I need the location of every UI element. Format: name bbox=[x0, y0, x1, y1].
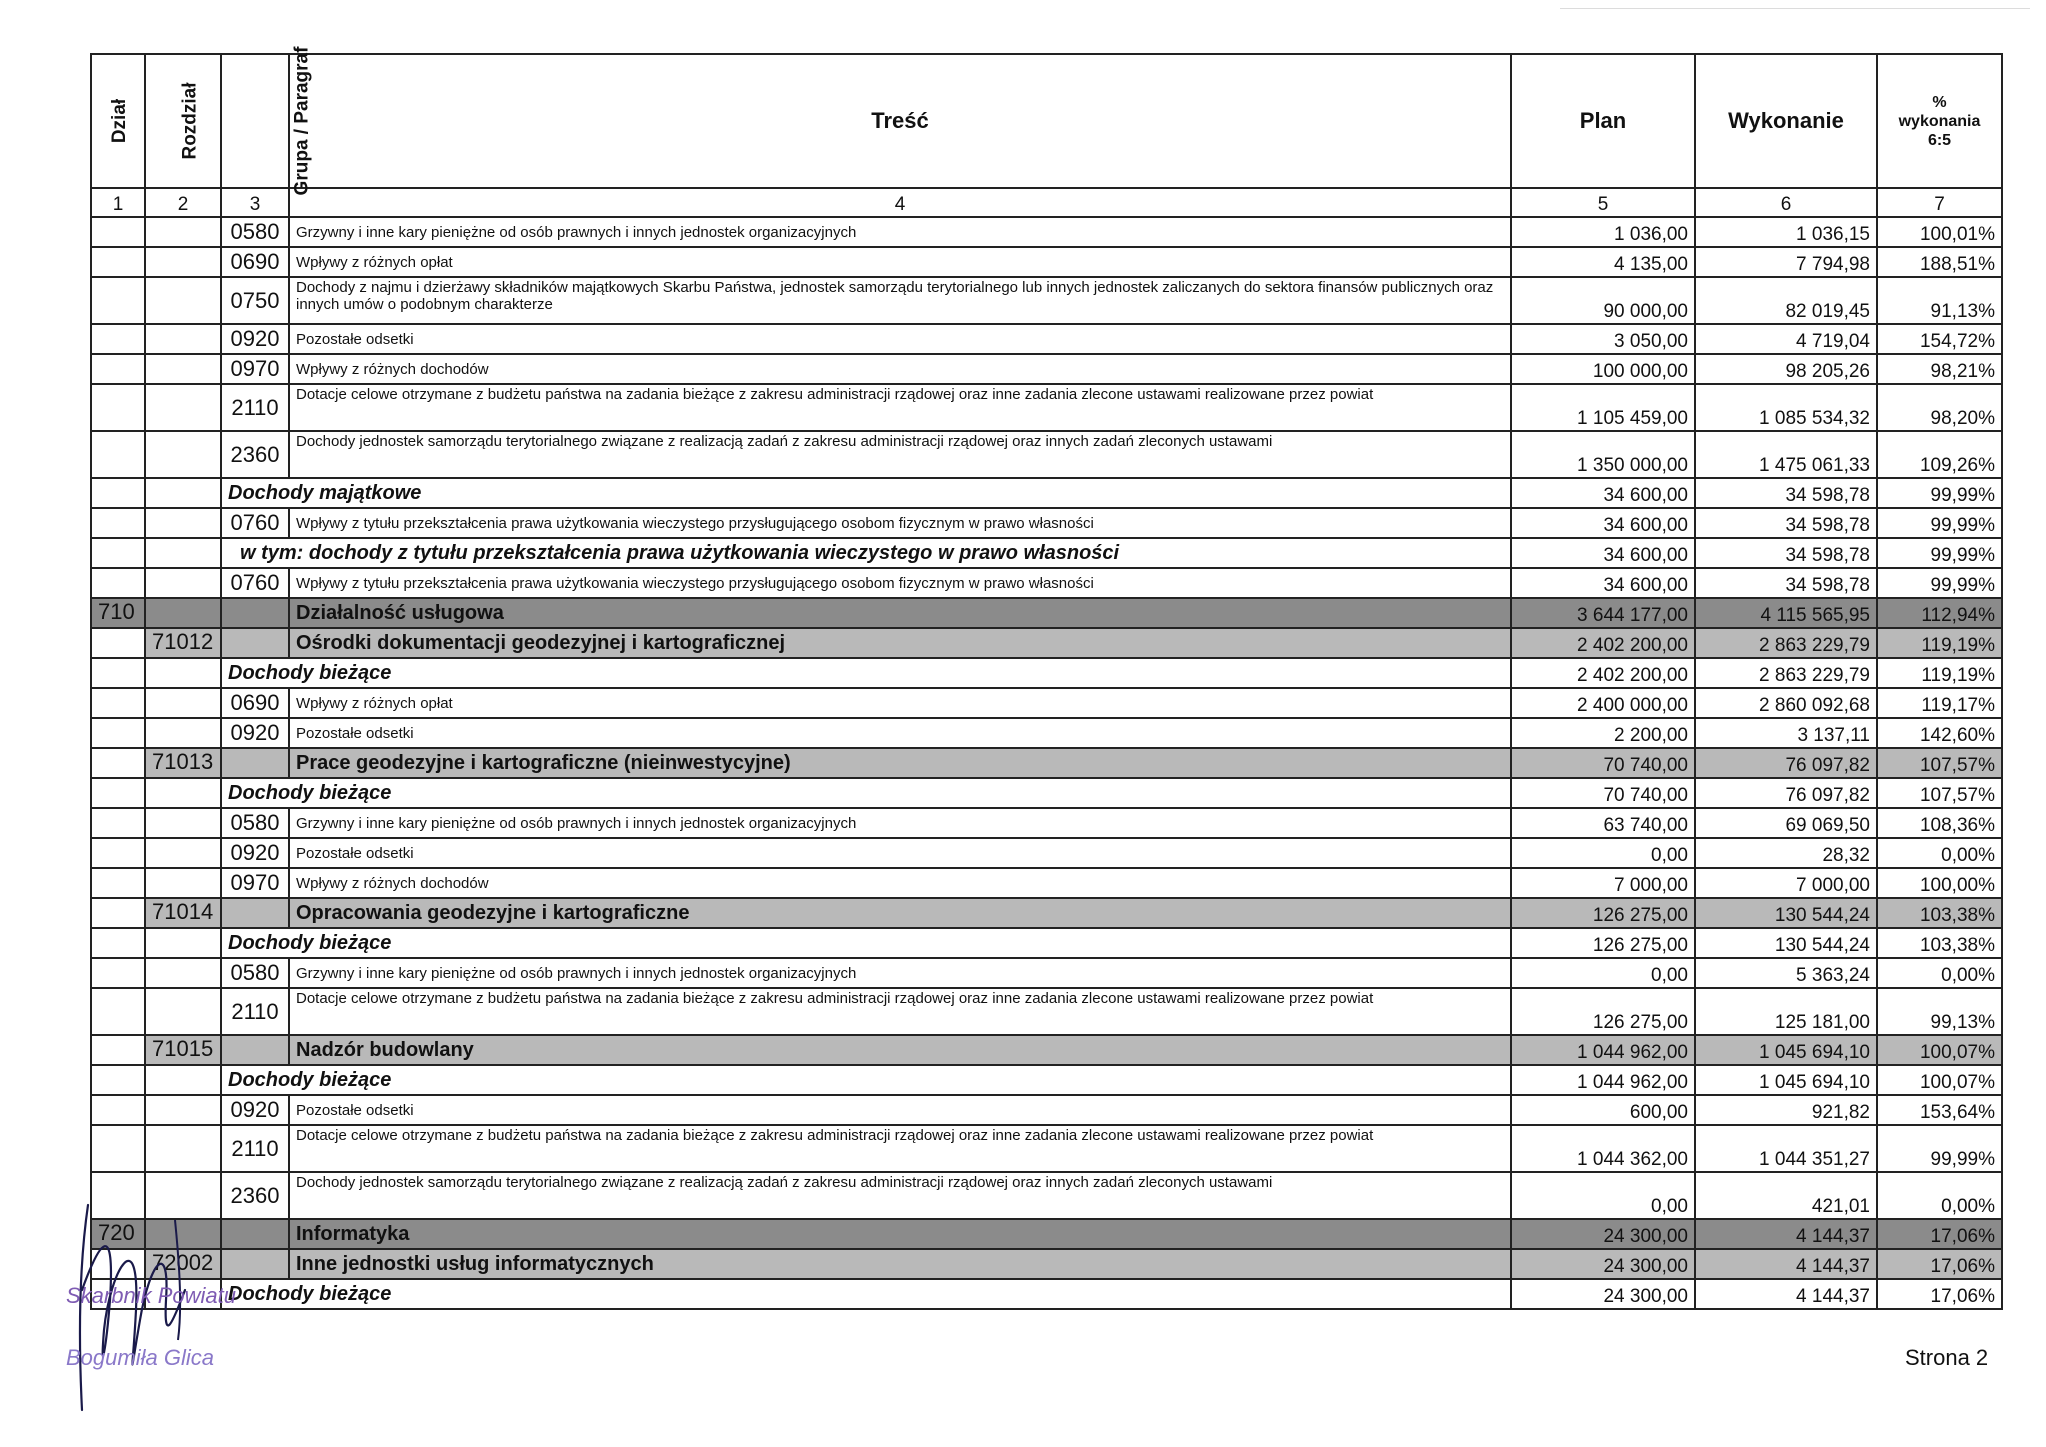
rozdzial-cell bbox=[145, 217, 221, 247]
rozdzial-row bbox=[91, 628, 2002, 658]
execution-percent: 107,57% bbox=[1877, 748, 2002, 778]
execution-percent: 99,13% bbox=[1877, 988, 2002, 1035]
paragraph-row bbox=[91, 868, 2002, 898]
table-body bbox=[91, 217, 2002, 1309]
rozdzial-cell bbox=[145, 868, 221, 898]
execution-percent: 119,17% bbox=[1877, 688, 2002, 718]
rozdzial-cell bbox=[145, 1065, 221, 1095]
paragraph-code: 0760 bbox=[221, 508, 289, 538]
execution-value: 7 000,00 bbox=[1695, 868, 1877, 898]
income-group-row bbox=[91, 1279, 2002, 1309]
dzial-cell bbox=[91, 838, 145, 868]
execution-percent: 119,19% bbox=[1877, 658, 2002, 688]
paragraph-code: 0760 bbox=[221, 568, 289, 598]
stamp-title: Skarbnik Powiatu bbox=[66, 1283, 236, 1308]
execution-percent: 99,99% bbox=[1877, 478, 2002, 508]
execution-percent: 99,99% bbox=[1877, 568, 2002, 598]
execution-percent: 17,06% bbox=[1877, 1279, 2002, 1309]
dzial-cell bbox=[91, 508, 145, 538]
dzial-cell bbox=[91, 688, 145, 718]
execution-value: 1 045 694,10 bbox=[1695, 1035, 1877, 1065]
execution-percent: 17,06% bbox=[1877, 1249, 2002, 1279]
execution-value: 1 475 061,33 bbox=[1695, 431, 1877, 478]
paragraph-code bbox=[221, 598, 289, 628]
execution-percent: 0,00% bbox=[1877, 1172, 2002, 1219]
group-label: Dochody majątkowe bbox=[221, 478, 1511, 508]
header-wykonanie: Wykonanie bbox=[1695, 54, 1877, 188]
row-description: Wpływy z różnych opłat bbox=[289, 688, 1511, 718]
execution-value: 130 544,24 bbox=[1695, 898, 1877, 928]
execution-value: 34 598,78 bbox=[1695, 568, 1877, 598]
paragraph-code: 0690 bbox=[221, 247, 289, 277]
rozdzial-cell bbox=[145, 478, 221, 508]
paragraph-row bbox=[91, 247, 2002, 277]
rozdzial-cell bbox=[145, 508, 221, 538]
income-group-row bbox=[91, 658, 2002, 688]
dzial-code: 710 bbox=[91, 598, 145, 628]
plan-value: 34 600,00 bbox=[1511, 478, 1695, 508]
income-group-row bbox=[91, 928, 2002, 958]
rozdzial-cell bbox=[145, 324, 221, 354]
paragraph-row bbox=[91, 688, 2002, 718]
paragraph-row bbox=[91, 1095, 2002, 1125]
row-description: Dochody z najmu i dzierżawy składników majątkowych Skarbu Państwa, jednostek samorządu terytorialnego lub innych jednostek zaliczanych do sektora finansów publicznych oraz innych umów o podobnym charakterze bbox=[289, 277, 1511, 324]
header-dzial: Dział bbox=[91, 54, 145, 188]
income-group-row bbox=[91, 1065, 2002, 1095]
execution-value: 125 181,00 bbox=[1695, 988, 1877, 1035]
group-label: Dochody bieżące bbox=[221, 658, 1511, 688]
column-number: 1 bbox=[91, 188, 145, 217]
execution-percent: 99,99% bbox=[1877, 1125, 2002, 1172]
paragraph-row bbox=[91, 431, 2002, 478]
row-description: Grzywny i inne kary pieniężne od osób prawnych i innych jednostek organizacyjnych bbox=[289, 217, 1511, 247]
rozdzial-cell bbox=[145, 568, 221, 598]
plan-value: 34 600,00 bbox=[1511, 538, 1695, 568]
rozdzial-name: Opracowania geodezyjne i kartograficzne bbox=[289, 898, 1511, 928]
execution-percent: 188,51% bbox=[1877, 247, 2002, 277]
execution-value: 1 045 694,10 bbox=[1695, 1065, 1877, 1095]
execution-value: 98 205,26 bbox=[1695, 354, 1877, 384]
column-number: 3 bbox=[221, 188, 289, 217]
plan-value: 24 300,00 bbox=[1511, 1219, 1695, 1249]
row-description: Wpływy z tytułu przekształcenia prawa użytkowania wieczystego przysługującego osobom fizycznym w prawo własności bbox=[289, 568, 1511, 598]
plan-value: 1 044 962,00 bbox=[1511, 1035, 1695, 1065]
row-description: Pozostałe odsetki bbox=[289, 718, 1511, 748]
dzial-cell bbox=[91, 478, 145, 508]
execution-value: 2 863 229,79 bbox=[1695, 658, 1877, 688]
income-subgroup-row bbox=[91, 538, 2002, 568]
rozdzial-cell bbox=[145, 354, 221, 384]
execution-value: 76 097,82 bbox=[1695, 778, 1877, 808]
dzial-cell bbox=[91, 988, 145, 1035]
execution-value: 7 794,98 bbox=[1695, 247, 1877, 277]
plan-value: 100 000,00 bbox=[1511, 354, 1695, 384]
header-rozdzial: Rozdział bbox=[145, 54, 221, 188]
rozdzial-cell bbox=[145, 718, 221, 748]
dzial-cell bbox=[91, 1095, 145, 1125]
execution-value: 130 544,24 bbox=[1695, 928, 1877, 958]
execution-percent: 0,00% bbox=[1877, 838, 2002, 868]
rozdzial-code: 71015 bbox=[145, 1035, 221, 1065]
execution-percent: 109,26% bbox=[1877, 431, 2002, 478]
execution-percent: 99,99% bbox=[1877, 508, 2002, 538]
paragraph-code: 0970 bbox=[221, 354, 289, 384]
group-label: w tym: dochody z tytułu przekształcenia prawa użytkowania wieczystego w prawo własności bbox=[221, 538, 1511, 568]
plan-value: 3 644 177,00 bbox=[1511, 598, 1695, 628]
paragraph-row bbox=[91, 1172, 2002, 1219]
paragraph-code: 0690 bbox=[221, 688, 289, 718]
plan-value: 1 044 362,00 bbox=[1511, 1125, 1695, 1172]
paragraph-row bbox=[91, 277, 2002, 324]
rozdzial-code: 71013 bbox=[145, 748, 221, 778]
rozdzial-cell bbox=[145, 277, 221, 324]
dzial-name: Informatyka bbox=[289, 1219, 1511, 1249]
execution-value: 2 863 229,79 bbox=[1695, 628, 1877, 658]
rozdzial-cell bbox=[145, 658, 221, 688]
dzial-cell bbox=[91, 324, 145, 354]
paragraph-row bbox=[91, 568, 2002, 598]
row-description: Wpływy z tytułu przekształcenia prawa użytkowania wieczystego przysługującego osobom fizycznym w prawo własności bbox=[289, 508, 1511, 538]
execution-percent: 91,13% bbox=[1877, 277, 2002, 324]
paragraph-code: 0750 bbox=[221, 277, 289, 324]
paragraph-code: 0920 bbox=[221, 718, 289, 748]
column-number: 5 bbox=[1511, 188, 1695, 217]
paragraph-code: 0580 bbox=[221, 808, 289, 838]
row-description: Dochody jednostek samorządu terytorialnego związane z realizacją zadań z zakresu administracji rządowej oraz innych zadań zleconych ustawami bbox=[289, 1172, 1511, 1219]
row-description: Wpływy z różnych dochodów bbox=[289, 868, 1511, 898]
income-group-row bbox=[91, 478, 2002, 508]
rozdzial-code: 71014 bbox=[145, 898, 221, 928]
execution-value: 921,82 bbox=[1695, 1095, 1877, 1125]
paragraph-code: 2110 bbox=[221, 384, 289, 431]
rozdzial-cell bbox=[145, 838, 221, 868]
column-number-row bbox=[91, 188, 2002, 217]
row-description: Wpływy z różnych opłat bbox=[289, 247, 1511, 277]
plan-value: 126 275,00 bbox=[1511, 988, 1695, 1035]
dzial-cell bbox=[91, 778, 145, 808]
rozdzial-cell bbox=[145, 1125, 221, 1172]
dzial-code: 720 bbox=[91, 1219, 145, 1249]
plan-value: 70 740,00 bbox=[1511, 748, 1695, 778]
dzial-cell bbox=[91, 1065, 145, 1095]
paragraph-code bbox=[221, 628, 289, 658]
group-label: Dochody bieżące bbox=[221, 928, 1511, 958]
paragraph-row bbox=[91, 384, 2002, 431]
dzial-cell bbox=[91, 384, 145, 431]
paragraph-code: 0580 bbox=[221, 217, 289, 247]
execution-value: 4 115 565,95 bbox=[1695, 598, 1877, 628]
plan-value: 2 200,00 bbox=[1511, 718, 1695, 748]
execution-percent: 153,64% bbox=[1877, 1095, 2002, 1125]
plan-value: 90 000,00 bbox=[1511, 277, 1695, 324]
paragraph-code bbox=[221, 898, 289, 928]
execution-percent: 100,07% bbox=[1877, 1035, 2002, 1065]
row-description: Pozostałe odsetki bbox=[289, 838, 1511, 868]
rozdzial-row bbox=[91, 748, 2002, 778]
execution-percent: 108,36% bbox=[1877, 808, 2002, 838]
row-description: Pozostałe odsetki bbox=[289, 1095, 1511, 1125]
execution-percent: 103,38% bbox=[1877, 928, 2002, 958]
plan-value: 63 740,00 bbox=[1511, 808, 1695, 838]
rozdzial-cell bbox=[145, 247, 221, 277]
rozdzial-cell bbox=[145, 988, 221, 1035]
plan-value: 70 740,00 bbox=[1511, 778, 1695, 808]
group-label: Dochody bieżące bbox=[221, 1065, 1511, 1095]
plan-value: 1 036,00 bbox=[1511, 217, 1695, 247]
dzial-cell bbox=[91, 568, 145, 598]
rozdzial-name: Inne jednostki usług informatycznych bbox=[289, 1249, 1511, 1279]
execution-value: 4 144,37 bbox=[1695, 1279, 1877, 1309]
dzial-cell bbox=[91, 1125, 145, 1172]
row-description: Grzywny i inne kary pieniężne od osób prawnych i innych jednostek organizacyjnych bbox=[289, 808, 1511, 838]
dzial-cell bbox=[91, 748, 145, 778]
column-number: 4 bbox=[289, 188, 1511, 217]
execution-value: 34 598,78 bbox=[1695, 538, 1877, 568]
paragraph-row bbox=[91, 988, 2002, 1035]
plan-value: 7 000,00 bbox=[1511, 868, 1695, 898]
plan-value: 126 275,00 bbox=[1511, 898, 1695, 928]
plan-value: 24 300,00 bbox=[1511, 1249, 1695, 1279]
budget-execution-table bbox=[90, 46, 2003, 1310]
execution-percent: 100,07% bbox=[1877, 1065, 2002, 1095]
rozdzial-cell bbox=[145, 778, 221, 808]
plan-value: 3 050,00 bbox=[1511, 324, 1695, 354]
dzial-cell bbox=[91, 628, 145, 658]
execution-value: 28,32 bbox=[1695, 838, 1877, 868]
rozdzial-cell bbox=[145, 538, 221, 568]
plan-value: 4 135,00 bbox=[1511, 247, 1695, 277]
plan-value: 34 600,00 bbox=[1511, 568, 1695, 598]
row-description: Dotacje celowe otrzymane z budżetu państwa na zadania bieżące z zakresu administracji rządowej oraz inne zadania zlecone ustawami realizowane przez powiat bbox=[289, 384, 1511, 431]
rozdzial-row bbox=[91, 1249, 2002, 1279]
paragraph-code bbox=[221, 748, 289, 778]
plan-value: 1 350 000,00 bbox=[1511, 431, 1695, 478]
dzial-cell bbox=[91, 928, 145, 958]
header-plan: Plan bbox=[1511, 54, 1695, 188]
paragraph-row bbox=[91, 718, 2002, 748]
rozdzial-cell bbox=[145, 384, 221, 431]
group-label: Dochody bieżące bbox=[221, 1279, 1511, 1309]
paragraph-row bbox=[91, 217, 2002, 247]
dzial-cell bbox=[91, 808, 145, 838]
rozdzial-name: Ośrodki dokumentacji geodezyjnej i kartograficznej bbox=[289, 628, 1511, 658]
execution-percent: 98,20% bbox=[1877, 384, 2002, 431]
group-label: Dochody bieżące bbox=[221, 778, 1511, 808]
paragraph-code: 0580 bbox=[221, 958, 289, 988]
execution-value: 4 719,04 bbox=[1695, 324, 1877, 354]
header-procent: % wykonania 6:5 bbox=[1877, 54, 2002, 188]
execution-value: 1 044 351,27 bbox=[1695, 1125, 1877, 1172]
rozdzial-cell bbox=[145, 688, 221, 718]
row-description: Grzywny i inne kary pieniężne od osób prawnych i innych jednostek organizacyjnych bbox=[289, 958, 1511, 988]
income-group-row bbox=[91, 778, 2002, 808]
dzial-row bbox=[91, 1219, 2002, 1249]
paragraph-code: 2360 bbox=[221, 431, 289, 478]
paragraph-row bbox=[91, 838, 2002, 868]
paragraph-code: 0920 bbox=[221, 324, 289, 354]
plan-value: 126 275,00 bbox=[1511, 928, 1695, 958]
plan-value: 24 300,00 bbox=[1511, 1279, 1695, 1309]
execution-value: 82 019,45 bbox=[1695, 277, 1877, 324]
rozdzial-row bbox=[91, 898, 2002, 928]
dzial-cell bbox=[91, 247, 145, 277]
execution-percent: 154,72% bbox=[1877, 324, 2002, 354]
execution-value: 5 363,24 bbox=[1695, 958, 1877, 988]
execution-value: 76 097,82 bbox=[1695, 748, 1877, 778]
rozdzial-row bbox=[91, 1035, 2002, 1065]
rozdzial-code: 71012 bbox=[145, 628, 221, 658]
dzial-cell bbox=[91, 1035, 145, 1065]
plan-value: 2 400 000,00 bbox=[1511, 688, 1695, 718]
dzial-cell bbox=[91, 958, 145, 988]
execution-value: 3 137,11 bbox=[1695, 718, 1877, 748]
execution-value: 4 144,37 bbox=[1695, 1249, 1877, 1279]
rozdzial-name: Nadzór budowlany bbox=[289, 1035, 1511, 1065]
execution-percent: 17,06% bbox=[1877, 1219, 2002, 1249]
dzial-cell bbox=[91, 431, 145, 478]
header-row bbox=[91, 54, 2002, 188]
execution-percent: 103,38% bbox=[1877, 898, 2002, 928]
execution-value: 4 144,37 bbox=[1695, 1219, 1877, 1249]
plan-value: 2 402 200,00 bbox=[1511, 658, 1695, 688]
rozdzial-name: Prace geodezyjne i kartograficzne (nieinwestycyjne) bbox=[289, 748, 1511, 778]
rozdzial-cell bbox=[145, 808, 221, 838]
row-description: Pozostałe odsetki bbox=[289, 324, 1511, 354]
dzial-name: Działalność usługowa bbox=[289, 598, 1511, 628]
dzial-row bbox=[91, 598, 2002, 628]
paragraph-row bbox=[91, 958, 2002, 988]
paragraph-code: 2110 bbox=[221, 988, 289, 1035]
execution-value: 1 036,15 bbox=[1695, 217, 1877, 247]
header-grupa: Grupa / Paragraf bbox=[221, 54, 289, 188]
plan-value: 34 600,00 bbox=[1511, 508, 1695, 538]
column-number: 7 bbox=[1877, 188, 2002, 217]
rozdzial-cell bbox=[145, 928, 221, 958]
column-number: 2 bbox=[145, 188, 221, 217]
plan-value: 0,00 bbox=[1511, 1172, 1695, 1219]
execution-value: 34 598,78 bbox=[1695, 478, 1877, 508]
rozdzial-code: 72002 bbox=[145, 1249, 221, 1279]
dzial-cell bbox=[91, 538, 145, 568]
execution-value: 34 598,78 bbox=[1695, 508, 1877, 538]
rozdzial-cell bbox=[145, 431, 221, 478]
execution-percent: 142,60% bbox=[1877, 718, 2002, 748]
dzial-cell bbox=[91, 898, 145, 928]
execution-value: 69 069,50 bbox=[1695, 808, 1877, 838]
dzial-cell bbox=[91, 868, 145, 898]
paragraph-row bbox=[91, 324, 2002, 354]
paragraph-code bbox=[221, 1035, 289, 1065]
execution-percent: 112,94% bbox=[1877, 598, 2002, 628]
paragraph-row bbox=[91, 508, 2002, 538]
execution-percent: 107,57% bbox=[1877, 778, 2002, 808]
rozdzial-cell bbox=[145, 1095, 221, 1125]
dzial-cell bbox=[91, 718, 145, 748]
header-tresc: Treść bbox=[289, 54, 1511, 188]
row-description: Dotacje celowe otrzymane z budżetu państwa na zadania bieżące z zakresu administracji rządowej oraz inne zadania zlecone ustawami realizowane przez powiat bbox=[289, 988, 1511, 1035]
row-description: Dochody jednostek samorządu terytorialnego związane z realizacją zadań z zakresu administracji rządowej oraz innych zadań zleconych ustawami bbox=[289, 431, 1511, 478]
dzial-cell bbox=[91, 658, 145, 688]
row-description: Wpływy z różnych dochodów bbox=[289, 354, 1511, 384]
paragraph-code: 2110 bbox=[221, 1125, 289, 1172]
paragraph-code: 2360 bbox=[221, 1172, 289, 1219]
plan-value: 0,00 bbox=[1511, 838, 1695, 868]
row-description: Dotacje celowe otrzymane z budżetu państwa na zadania bieżące z zakresu administracji rządowej oraz inne zadania zlecone ustawami realizowane przez powiat bbox=[289, 1125, 1511, 1172]
execution-value: 2 860 092,68 bbox=[1695, 688, 1877, 718]
stamp-name: Bogumiła Glica bbox=[66, 1345, 214, 1370]
column-number: 6 bbox=[1695, 188, 1877, 217]
treasurer-stamp bbox=[66, 1265, 236, 1389]
execution-percent: 98,21% bbox=[1877, 354, 2002, 384]
plan-value: 2 402 200,00 bbox=[1511, 628, 1695, 658]
execution-percent: 0,00% bbox=[1877, 958, 2002, 988]
scan-edge-line bbox=[1560, 8, 2030, 9]
dzial-cell bbox=[91, 277, 145, 324]
execution-value: 1 085 534,32 bbox=[1695, 384, 1877, 431]
paragraph-code: 0920 bbox=[221, 838, 289, 868]
paragraph-row bbox=[91, 354, 2002, 384]
rozdzial-cell bbox=[145, 598, 221, 628]
paragraph-code: 0920 bbox=[221, 1095, 289, 1125]
paragraph-row bbox=[91, 808, 2002, 838]
plan-value: 600,00 bbox=[1511, 1095, 1695, 1125]
plan-value: 1 105 459,00 bbox=[1511, 384, 1695, 431]
execution-percent: 119,19% bbox=[1877, 628, 2002, 658]
plan-value: 0,00 bbox=[1511, 958, 1695, 988]
plan-value: 1 044 962,00 bbox=[1511, 1065, 1695, 1095]
execution-percent: 100,01% bbox=[1877, 217, 2002, 247]
paragraph-code: 0970 bbox=[221, 868, 289, 898]
execution-percent: 100,00% bbox=[1877, 868, 2002, 898]
rozdzial-cell bbox=[145, 958, 221, 988]
execution-percent: 99,99% bbox=[1877, 538, 2002, 568]
execution-value: 421,01 bbox=[1695, 1172, 1877, 1219]
paragraph-row bbox=[91, 1125, 2002, 1172]
dzial-cell bbox=[91, 217, 145, 247]
page-number: Strona 2 bbox=[1905, 1345, 1989, 1370]
dzial-cell bbox=[91, 354, 145, 384]
